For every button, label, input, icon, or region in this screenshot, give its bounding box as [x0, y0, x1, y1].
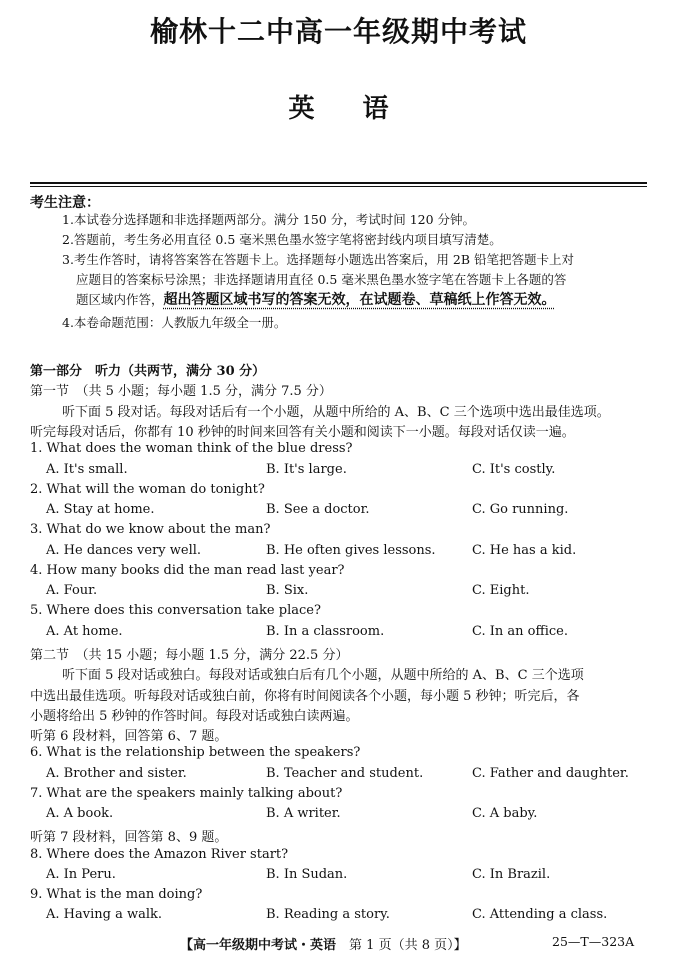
- section2-instruction-1: 听下面 5 段对话或独白。每段对话或独白后有几个小题，从题中所给的 A、B、C 三个选项: [62, 668, 584, 683]
- notice-item-4: 4.本卷命题范围：人教版九年级全一册。: [62, 315, 287, 330]
- notice-item-3: 3.考生作答时，请将答案答在答题卡上。选择题每小题选出答案后，用 2B 铅笔把答题卡上对: [62, 252, 575, 267]
- q8-option-c: C. In Brazil.: [472, 867, 551, 882]
- q6-option-b: B. Teacher and student.: [266, 766, 424, 781]
- question-7: 7. What are the speakers mainly talking about?: [30, 786, 343, 801]
- section2-instruction-3: 小题将给出 5 秒钟的作答时间。每段对话或独白读两遍。: [30, 709, 359, 724]
- part1-heading: 第一部分 听力（共两节，满分 30 分）: [30, 364, 266, 379]
- notice-item-3-end-text: 题区域内作答，: [76, 292, 164, 307]
- notice-item-2: 2.答题前，考生务必用直径 0.5 毫米黑色墨水签字笔将密封线内项目填写清楚。: [62, 232, 502, 247]
- notice-item-3-end: [76, 290, 556, 310]
- q9-option-c: C. Attending a class.: [472, 907, 608, 922]
- question-8: 8. Where does the Amazon River start?: [30, 847, 289, 862]
- notice-heading: 考生注意：: [30, 195, 100, 211]
- q8-option-a: A. In Peru.: [46, 867, 116, 882]
- footer-page-number: 第 1 页（共 8 页）】: [349, 938, 467, 953]
- question-3: 3. What do we know about the man?: [30, 522, 271, 537]
- notice-emphasis: 超出答题区域书写的答案无效，在试题卷、草稿纸上作答无效。: [163, 292, 556, 308]
- page-footer: [180, 934, 467, 953]
- header-rule-thick: [30, 182, 647, 184]
- q7-option-a: A. A book.: [46, 806, 114, 821]
- q3-option-b: B. He often gives lessons.: [266, 543, 436, 558]
- q1-option-c: C. It's costly.: [472, 462, 556, 477]
- q6-option-c: C. Father and daughter.: [472, 766, 629, 781]
- q1-option-b: B. It's large.: [266, 462, 347, 477]
- q6-option-a: A. Brother and sister.: [46, 766, 187, 781]
- section2-heading: 第二节 （共 15 小题；每小题 1.5 分，满分 22.5 分）: [30, 648, 349, 663]
- q4-option-c: C. Eight.: [472, 583, 530, 598]
- q7-option-c: C. A baby.: [472, 806, 538, 821]
- q7-option-b: B. A writer.: [266, 806, 341, 821]
- section2-instruction-2: 中选出最佳选项。听每段对话或独白前，你将有时间阅读各个小题，每小题 5 秒钟；听完后，各: [30, 689, 580, 704]
- q8-option-b: B. In Sudan.: [266, 867, 348, 882]
- q3-option-a: A. He dances very well.: [46, 543, 202, 558]
- q3-option-c: C. He has a kid.: [472, 543, 577, 558]
- section1-heading: 第一节 （共 5 小题；每小题 1.5 分，满分 7.5 分）: [30, 384, 332, 399]
- question-4: 4. How many books did the man read last year?: [30, 563, 345, 578]
- notice-item-1: 1.本试卷分选择题和非选择题两部分。满分 150 分，考试时间 120 分钟。: [62, 212, 476, 227]
- material-6-note: 听第 6 段材料，回答第 6、7 题。: [30, 729, 228, 744]
- q9-option-b: B. Reading a story.: [266, 907, 390, 922]
- q1-option-a: A. It's small.: [46, 462, 128, 477]
- q9-option-a: A. Having a walk.: [46, 907, 162, 922]
- q5-option-a: A. At home.: [46, 624, 123, 639]
- material-7-note: 听第 7 段材料，回答第 8、9 题。: [30, 830, 228, 845]
- section1-instruction-1: 听下面 5 段对话。每段对话后有一个小题，从题中所给的 A、B、C 三个选项中选出最佳选项。: [62, 405, 610, 420]
- header-rule-thin: [30, 186, 647, 187]
- q4-option-b: B. Six.: [266, 583, 309, 598]
- subject-title: 英语: [288, 94, 437, 124]
- q2-option-a: A. Stay at home.: [46, 502, 155, 517]
- question-5: 5. Where does this conversation take place?: [30, 603, 321, 618]
- question-6: 6. What is the relationship between the speakers?: [30, 745, 361, 760]
- exam-code: 25—T—323A: [552, 934, 635, 949]
- question-9: 9. What is the man doing?: [30, 887, 203, 902]
- q2-option-b: B. See a doctor.: [266, 502, 370, 517]
- q2-option-c: C. Go running.: [472, 502, 569, 517]
- q4-option-a: A. Four.: [46, 583, 98, 598]
- question-2: 2. What will the woman do tonight?: [30, 482, 265, 497]
- q5-option-b: B. In a classroom.: [266, 624, 385, 639]
- notice-item-3-cont: 应题目的答案标号涂黑；非选择题请用直径 0.5 毫米黑色墨水签字笔在答题卡上各题的答: [76, 272, 567, 287]
- q5-option-c: C. In an office.: [472, 624, 568, 639]
- question-1: 1. What does the woman think of the blue dress?: [30, 441, 353, 456]
- exam-title: 榆林十二中高一年级期中考试: [149, 15, 527, 48]
- section1-instruction-2: 听完每段对话后，你都有 10 秒钟的时间来回答有关小题和阅读下一小题。每段对话仅读一遍。: [30, 425, 575, 440]
- footer-label: 【高一年级期中考试・英语: [180, 938, 337, 953]
